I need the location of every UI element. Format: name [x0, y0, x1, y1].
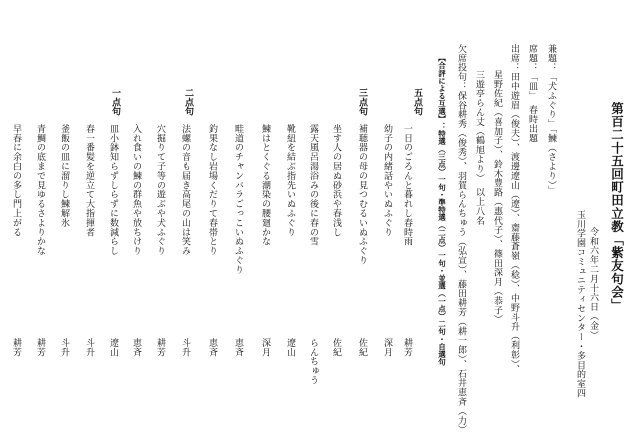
haiku-text: 補聴器の母の見つむるいぬふぐり [357, 124, 367, 265]
haiku-author: 深月 [382, 338, 392, 357]
haiku-author: 斗升 [180, 338, 190, 357]
section-label-two-points: 二点句 [183, 88, 193, 117]
haiku-text: 一日のごろんと暮れし春時雨 [402, 124, 412, 247]
section-label-one-point: 一点句 [110, 88, 120, 117]
haiku-text: 釣果なし岩場くだりて春帯とり [207, 124, 217, 256]
haiku-text: 幼子の内緒話やいぬふぐり [382, 124, 392, 237]
haiku-author: 恵斉 [207, 338, 217, 357]
evaluation-note: 【合評による互選】：特選（三点）一句・準特選（二点）一句・並選（一点）二句・自選句 [437, 54, 447, 366]
haiku-author: 深月 [260, 338, 270, 357]
haiku-text: 青鯛の底まで見ゆるさよりかな [35, 124, 45, 256]
meeting-venue: 玉川学園コミュニティセンター・多目的室四 [575, 210, 585, 398]
absent-line: 欠席投句：保谷耕秀（俊秀）、羽賀らんちゅう（弘宣）、藤田耕芳（耕一郎）、石井恵斉（力） [456, 44, 466, 435]
haiku-author: 佐紀 [357, 338, 367, 357]
haiku-text: 早春に余白の多し門上がる [11, 124, 21, 237]
haiku-text: 春一番髪を逆立て大指揮者 [84, 124, 94, 237]
haiku-text: 畦道のチャンバラごっこいぬふぐり [233, 124, 243, 275]
attendees-line-2: 星野佐紀（喜加子）、鈴木豊路（惠代子）、篠田深月（恭子） [492, 70, 502, 325]
haiku-text: 入れ食いの鰊の群魚や放ちけり [131, 124, 141, 256]
haiku-author: 耕芳 [35, 338, 45, 357]
kendai-line: 兼題：「犬ふぐり」「鰊（さより）」 [546, 44, 556, 195]
haiku-text: 鰊はとくぐる潮染の腰廻かな [260, 124, 270, 247]
attendees-line-1: 出席：田中遊眉（俊夫）、渡邊遼山（遼）、齋藤蒼嶺（稔）、中野斗升（利彰）、 [509, 44, 519, 374]
haiku-author: らんちゅう [308, 338, 318, 385]
haiku-text: 坐す人の居ぬ砂浜や春浅し [331, 124, 341, 237]
haiku-author: 耕芳 [11, 338, 21, 357]
haiku-author: 斗升 [84, 338, 94, 357]
section-label-five-points: 五点句 [412, 88, 422, 117]
haiku-text: 皿小鉢知らずしらずに数減らし [108, 124, 118, 256]
haiku-author: 恵斉 [131, 338, 141, 357]
haiku-author: 耕芳 [155, 338, 165, 357]
haiku-author: 遼山 [285, 338, 295, 357]
haiku-text: 釜飯の皿に溜りし鰊解氷 [59, 124, 69, 228]
meeting-date: 令和六年二月十六日（金） [588, 227, 598, 340]
haiku-author: 斗升 [59, 338, 69, 357]
attendees-line-3: 三遊亭らん丈（鶴旭より） 以上八名 [474, 70, 484, 226]
haiku-author: 佐紀 [331, 338, 341, 357]
haiku-text: 露天風呂湯浴みの後に春の雪 [308, 124, 318, 247]
haiku-author: 恵斉 [233, 338, 243, 357]
haiku-author: 耕芳 [402, 338, 412, 357]
sekidai-line: 席題：「皿」 春時出題 [527, 44, 537, 143]
section-label-three-points: 三点句 [357, 88, 367, 117]
document-title: 第百二十五回町田立教「紫友句会」 [609, 102, 625, 312]
haiku-text: 靴紐を結ぶ指先いぬふぐり [285, 124, 295, 237]
haiku-author: 遼山 [108, 338, 118, 357]
haiku-text: 穴掘りて子等の遊ぶや犬ふぐり [155, 124, 165, 256]
haiku-text: 法螺の音も届き高尾の山は笑み [180, 124, 190, 256]
